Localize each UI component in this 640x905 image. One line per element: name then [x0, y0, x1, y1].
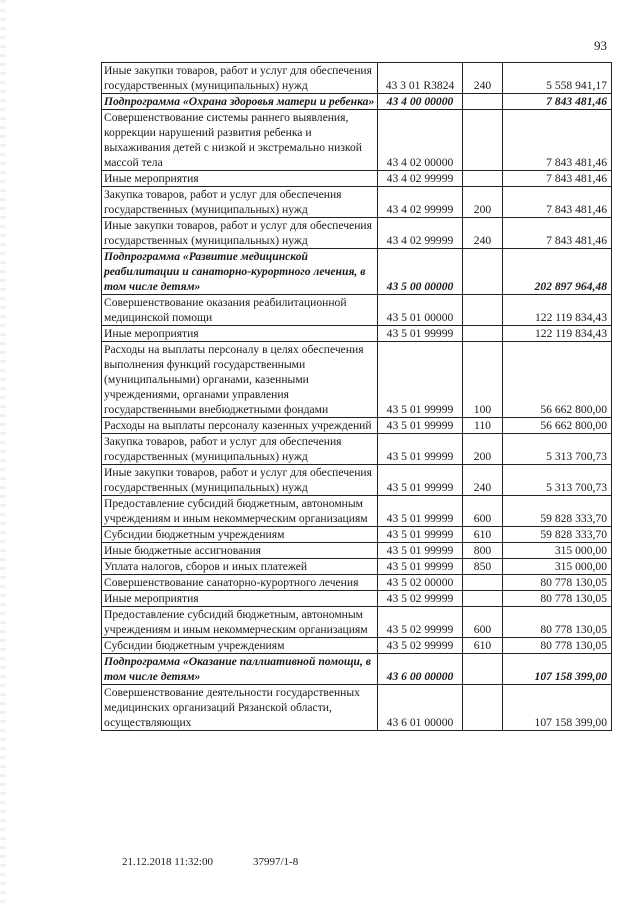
footer-date: 21.12.2018 11:32:00: [122, 856, 213, 868]
cell-name: Расходы на выплаты персоналу в целях обеспечения выполнения функций государственными (муниципальными) органами, казенными учреждениями, органами управления государственными внебюджетными фондами: [102, 342, 378, 418]
cell-code: 43 5 02 00000: [378, 575, 463, 591]
cell-type: 600: [463, 496, 503, 527]
cell-sum: 202 897 964,48: [503, 249, 612, 295]
table-row: [102, 543, 612, 559]
cell-code: 43 5 01 99999: [378, 434, 463, 465]
table-row: [102, 326, 612, 342]
cell-name: Иные закупки товаров, работ и услуг для обеспечения государственных (муниципальных) нужд: [102, 218, 378, 249]
table-row: [102, 496, 612, 527]
cell-name: Субсидии бюджетным учреждениям: [102, 638, 378, 654]
cell-code: 43 4 02 99999: [378, 218, 463, 249]
cell-type: 610: [463, 527, 503, 543]
cell-type: [463, 654, 503, 685]
cell-name: Иные закупки товаров, работ и услуг для обеспечения государственных (муниципальных) нужд: [102, 63, 378, 94]
cell-sum: 7 843 481,46: [503, 187, 612, 218]
cell-code: 43 5 01 00000: [378, 295, 463, 326]
table-row: [102, 434, 612, 465]
cell-sum: 5 313 700,73: [503, 434, 612, 465]
budget-table: [101, 62, 612, 731]
cell-code: 43 3 01 R3824: [378, 63, 463, 94]
cell-name: Иные мероприятия: [102, 326, 378, 342]
cell-code: 43 6 01 00000: [378, 685, 463, 731]
cell-sum: 5 558 941,17: [503, 63, 612, 94]
cell-type: 610: [463, 638, 503, 654]
cell-type: [463, 94, 503, 110]
cell-code: 43 4 02 99999: [378, 171, 463, 187]
cell-code: 43 5 01 99999: [378, 496, 463, 527]
cell-type: 800: [463, 543, 503, 559]
cell-name: Иные закупки товаров, работ и услуг для обеспечения государственных (муниципальных) нужд: [102, 465, 378, 496]
table-row: [102, 685, 612, 731]
cell-name: Иные бюджетные ассигнования: [102, 543, 378, 559]
cell-code: 43 5 02 99999: [378, 591, 463, 607]
cell-sum: 59 828 333,70: [503, 527, 612, 543]
cell-name: Субсидии бюджетным учреждениям: [102, 527, 378, 543]
cell-code: 43 6 00 00000: [378, 654, 463, 685]
cell-type: 240: [463, 218, 503, 249]
cell-code: 43 5 01 99999: [378, 342, 463, 418]
cell-name: Иные мероприятия: [102, 171, 378, 187]
table-row: [102, 171, 612, 187]
cell-type: 240: [463, 465, 503, 496]
table-row: [102, 418, 612, 434]
cell-type: 850: [463, 559, 503, 575]
table-row-subprogram: [102, 654, 612, 685]
table-row: [102, 218, 612, 249]
table-row: [102, 527, 612, 543]
table-row: [102, 295, 612, 326]
cell-type: [463, 249, 503, 295]
cell-sum: 7 843 481,46: [503, 94, 612, 110]
cell-type: [463, 685, 503, 731]
table-row: [102, 187, 612, 218]
cell-code: 43 5 01 99999: [378, 559, 463, 575]
cell-type: [463, 575, 503, 591]
cell-name: Совершенствование системы раннего выявления, коррекции нарушений развития ребенка и выхаживания детей с низкой и экстремально низкой массой тела: [102, 110, 378, 171]
cell-type: [463, 295, 503, 326]
cell-code: 43 5 01 99999: [378, 326, 463, 342]
cell-sum: 59 828 333,70: [503, 496, 612, 527]
cell-name: Предоставление субсидий бюджетным, автономным учреждениям и иным некоммерческим организациям: [102, 496, 378, 527]
cell-code: 43 5 01 99999: [378, 418, 463, 434]
cell-type: 240: [463, 63, 503, 94]
table-row: [102, 559, 612, 575]
cell-code: 43 5 01 99999: [378, 465, 463, 496]
cell-sum: 315 000,00: [503, 543, 612, 559]
cell-sum: 80 778 130,05: [503, 591, 612, 607]
cell-name: Совершенствование оказания реабилитационной медицинской помощи: [102, 295, 378, 326]
cell-sum: 80 778 130,05: [503, 638, 612, 654]
cell-type: 110: [463, 418, 503, 434]
cell-name: Совершенствование деятельности государственных медицинских организаций Рязанской области, осуществляющих: [102, 685, 378, 731]
cell-code: 43 4 00 00000: [378, 94, 463, 110]
cell-sum: 315 000,00: [503, 559, 612, 575]
cell-code: 43 5 00 00000: [378, 249, 463, 295]
cell-sum: 7 843 481,46: [503, 110, 612, 171]
cell-name: Подпрограмма «Охрана здоровья матери и ребенка»: [102, 94, 378, 110]
cell-sum: 107 158 399,00: [503, 685, 612, 731]
table-row: [102, 591, 612, 607]
cell-name: Расходы на выплаты персоналу казенных учреждений: [102, 418, 378, 434]
cell-sum: 56 662 800,00: [503, 418, 612, 434]
cell-name: Иные мероприятия: [102, 591, 378, 607]
cell-type: [463, 171, 503, 187]
table-row: [102, 575, 612, 591]
cell-sum: 80 778 130,05: [503, 575, 612, 591]
scan-edge: [0, 0, 6, 905]
cell-name: Подпрограмма «Развитие медицинской реабилитации и санаторно-курортного лечения, в том числе детям»: [102, 249, 378, 295]
cell-type: [463, 591, 503, 607]
table-row: [102, 63, 612, 94]
table-row: [102, 110, 612, 171]
cell-name: Закупка товаров, работ и услуг для обеспечения государственных (муниципальных) нужд: [102, 187, 378, 218]
cell-type: 200: [463, 187, 503, 218]
cell-name: Уплата налогов, сборов и иных платежей: [102, 559, 378, 575]
footer-doc-id: 37997/1-8: [253, 856, 299, 868]
table-row: [102, 638, 612, 654]
cell-name: Закупка товаров, работ и услуг для обеспечения государственных (муниципальных) нужд: [102, 434, 378, 465]
cell-code: 43 5 01 99999: [378, 543, 463, 559]
cell-name: Совершенствование санаторно-курортного лечения: [102, 575, 378, 591]
cell-sum: 7 843 481,46: [503, 218, 612, 249]
cell-name: Предоставление субсидий бюджетным, автономным учреждениям и иным некоммерческим организациям: [102, 607, 378, 638]
cell-type: 200: [463, 434, 503, 465]
cell-sum: 56 662 800,00: [503, 342, 612, 418]
table-row-subprogram: [102, 249, 612, 295]
cell-code: 43 5 01 99999: [378, 527, 463, 543]
cell-sum: 80 778 130,05: [503, 607, 612, 638]
table-row-subprogram: [102, 94, 612, 110]
cell-type: [463, 110, 503, 171]
cell-code: 43 4 02 00000: [378, 110, 463, 171]
cell-sum: 5 313 700,73: [503, 465, 612, 496]
cell-sum: 122 119 834,43: [503, 326, 612, 342]
cell-code: 43 4 02 99999: [378, 187, 463, 218]
cell-type: 600: [463, 607, 503, 638]
page-number: 93: [594, 38, 607, 53]
cell-sum: 107 158 399,00: [503, 654, 612, 685]
table-row: [102, 342, 612, 418]
cell-type: [463, 326, 503, 342]
table-body: [102, 63, 612, 731]
table-row: [102, 607, 612, 638]
table-row: [102, 465, 612, 496]
cell-type: 100: [463, 342, 503, 418]
cell-code: 43 5 02 99999: [378, 607, 463, 638]
cell-code: 43 5 02 99999: [378, 638, 463, 654]
cell-name: Подпрограмма «Оказание паллиативной помощи, в том числе детям»: [102, 654, 378, 685]
cell-sum: 122 119 834,43: [503, 295, 612, 326]
cell-sum: 7 843 481,46: [503, 171, 612, 187]
